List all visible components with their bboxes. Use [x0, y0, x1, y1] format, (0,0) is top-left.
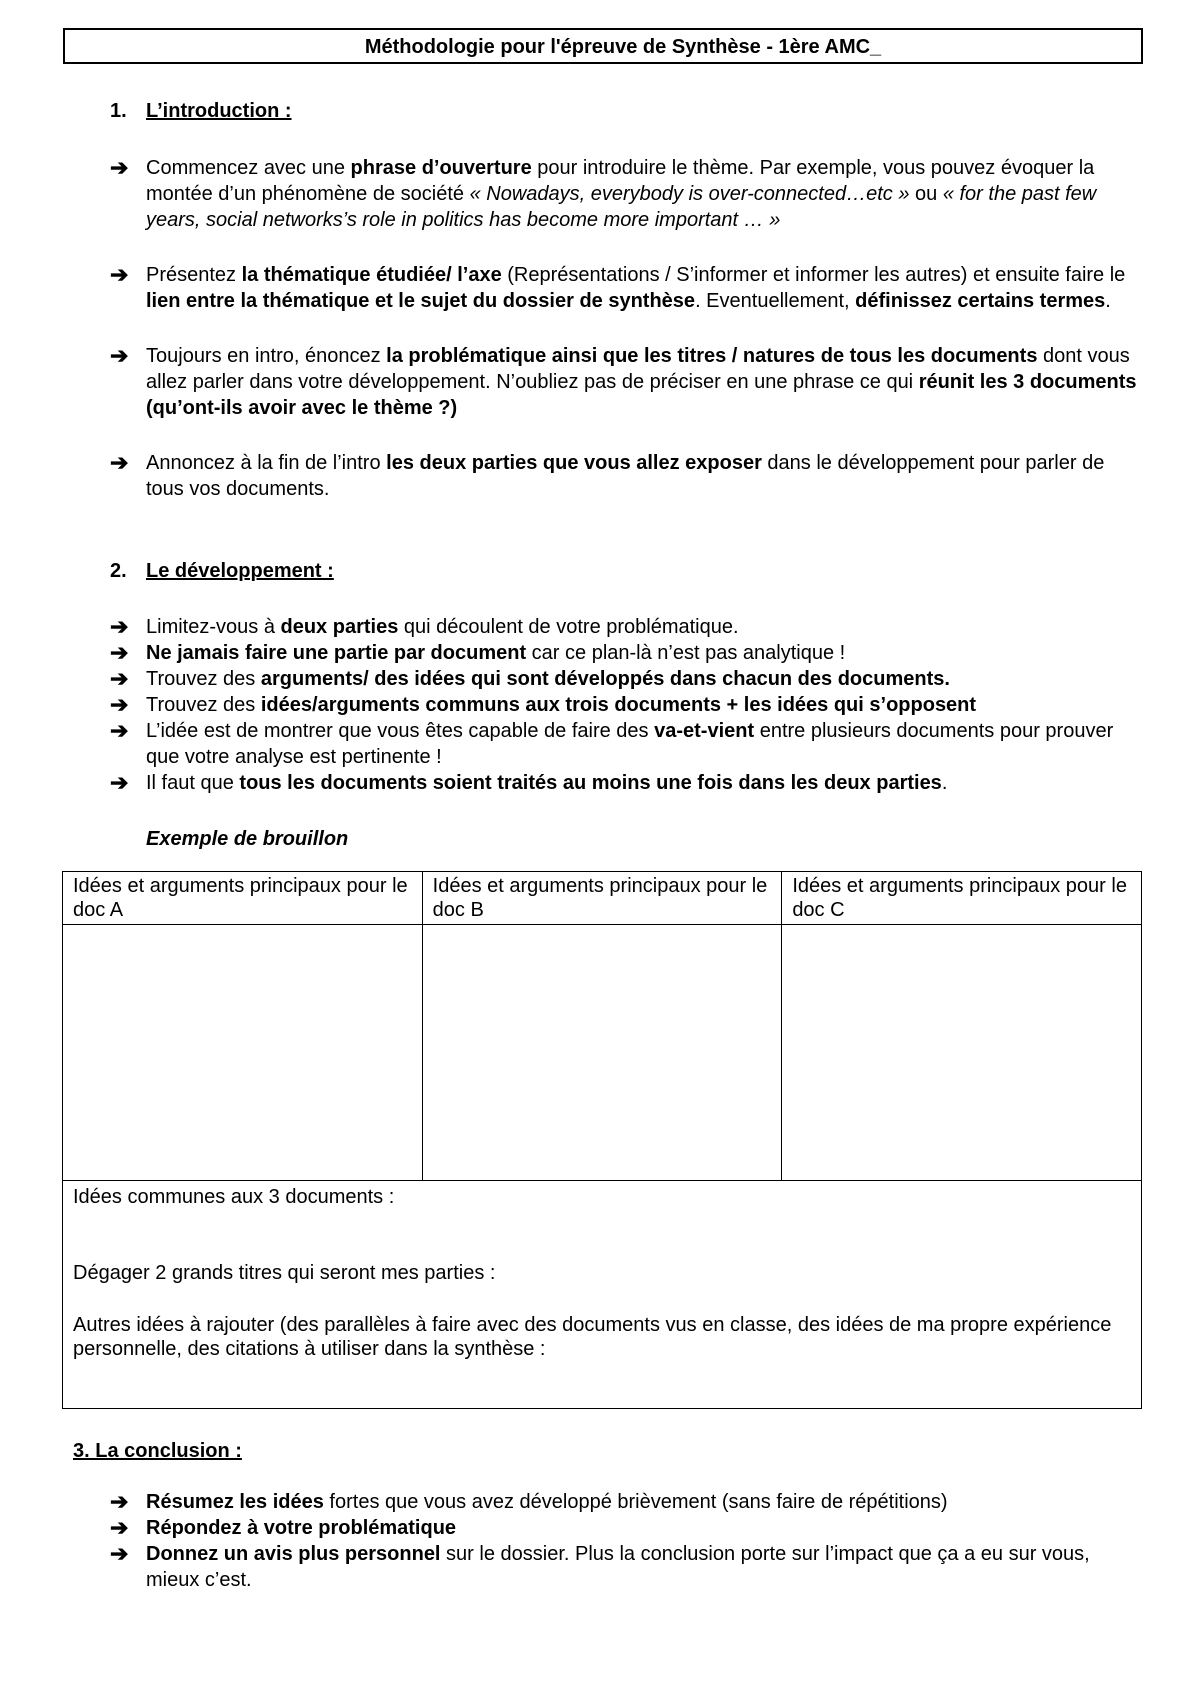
document-title: Méthodologie pour l'épreuve de Synthèse - 1ère AMC_ [364, 36, 882, 58]
text-run: réunit les 3 documents (qu’ont-ils avoir avec le thème ?) [146, 371, 1137, 419]
text-run: Trouvez des [146, 694, 261, 716]
text-run: Résumez les idées [146, 1491, 324, 1513]
section1-heading: L’introduction : [146, 100, 292, 122]
section3-heading: 3. La conclusion : [73, 1440, 242, 1462]
table-header-doc-b: Idées et arguments principaux pour le doc B [422, 872, 782, 925]
text-run: définissez certains termes [855, 290, 1106, 312]
text-run: entre plusieurs documents pour prouver que votre analyse est pertinente ! [146, 720, 1114, 768]
title-box [63, 28, 1143, 64]
arrow-right-icon: ➔ [110, 450, 129, 475]
text-run: Annoncez à la fin de l’intro [146, 452, 387, 474]
list-item [110, 1515, 1140, 1541]
arrow-right-icon: ➔ [110, 262, 129, 287]
list-item [110, 450, 1140, 502]
section2-number: 2. [110, 560, 127, 582]
text-run: la thématique étudiée/ l’axe [241, 264, 502, 286]
text-run: la problématique ainsi que les titres / natures de tous les documents [386, 345, 1038, 367]
arrow-right-icon: ➔ [110, 1489, 129, 1514]
text-run: . [941, 772, 948, 794]
common-ideas-label: Idées communes aux 3 documents : [73, 1186, 395, 1208]
text-run: les deux parties que vous allez exposer [386, 452, 762, 474]
arrow-right-icon: ➔ [110, 155, 129, 180]
text-run: fortes que vous avez développé brièvement (sans faire de répétitions) [323, 1491, 948, 1513]
list-item [110, 155, 1140, 233]
arrow-right-icon: ➔ [110, 718, 129, 743]
text-run: . Eventuellement, [695, 290, 856, 312]
section3-list [110, 1489, 1140, 1593]
text-run: idées/arguments communs aux trois documents + les idées qui s’opposent [260, 694, 977, 716]
table-header-doc-a: Idées et arguments principaux pour le doc A [63, 872, 423, 925]
text-run: Il faut que [146, 772, 240, 794]
text-run: qui découlent de votre problématique. [398, 616, 739, 638]
text-run: Commencez avec une [146, 157, 351, 179]
list-item [110, 262, 1140, 314]
text-run: pour introduire le thème. Par exemple, vous pouvez évoquer la montée d’un phénomène de société [146, 157, 1095, 205]
table-cell-doc-c[interactable] [782, 925, 1142, 1181]
draft-table [62, 871, 1142, 1409]
table-header-doc-c: Idées et arguments principaux pour le doc C [782, 872, 1142, 925]
section2-heading: Le développement : [146, 560, 334, 582]
list-item [110, 614, 1140, 640]
list-item [110, 640, 1140, 666]
table-cell-doc-b[interactable] [422, 925, 782, 1181]
text-run: lien entre la thématique et le sujet du dossier de synthèse [146, 290, 696, 312]
list-item [110, 1489, 1140, 1515]
text-run: Limitez-vous à [146, 616, 281, 638]
arrow-right-icon: ➔ [110, 1541, 129, 1566]
arrow-right-icon: ➔ [110, 614, 129, 639]
text-run: car ce plan-là n’est pas analytique ! [526, 642, 846, 664]
arrow-right-icon: ➔ [110, 666, 129, 691]
text-run: (Représentations / S’informer et informer les autres) et ensuite faire le [501, 264, 1126, 286]
arrow-right-icon: ➔ [110, 343, 129, 368]
section2-list [110, 614, 1140, 796]
text-run: ou [909, 183, 943, 205]
list-item [110, 1541, 1140, 1593]
list-item [110, 692, 1140, 718]
text-run: dont vous allez parler dans votre développement. N’oubliez pas de préciser en une phrase ce qui [146, 345, 1130, 393]
text-run: sur le dossier. Plus la conclusion porte sur l’impact que ça a eu sur vous, mieux c’est. [146, 1543, 1090, 1591]
table-cell-doc-a[interactable] [63, 925, 423, 1181]
text-run: phrase d’ouverture [350, 157, 532, 179]
text-run: Donnez un avis plus personnel [146, 1543, 441, 1565]
example-label: Exemple de brouillon [146, 828, 349, 850]
text-run: Présentez [146, 264, 242, 286]
text-run: deux parties [280, 616, 399, 638]
list-item [110, 343, 1140, 421]
other-ideas-label: Autres idées à rajouter (des parallèles à faire avec des documents vus en classe, des idées de ma propre expérience personnelle, des citations à utiliser dans la synthèse : [73, 1314, 1112, 1360]
text-run: dans le développement pour parler de tous vos documents. [146, 452, 1105, 500]
text-run: Ne jamais faire une partie par document [146, 642, 527, 664]
text-run: Trouvez des [146, 668, 261, 690]
arrow-right-icon: ➔ [110, 640, 129, 665]
text-run: tous les documents soient traités au moins une fois dans les deux parties [239, 772, 942, 794]
arrow-right-icon: ➔ [110, 692, 129, 717]
text-run: Toujours en intro, énoncez [146, 345, 387, 367]
text-run: . [1105, 290, 1111, 312]
text-run: « for the past few years, social networks’s role in politics has become more important … » [146, 183, 1097, 231]
two-titles-label: Dégager 2 grands titres qui seront mes parties : [73, 1262, 496, 1284]
section1-number: 1. [110, 100, 127, 122]
text-run: va-et-vient [654, 720, 755, 742]
text-run: Répondez à votre problématique [146, 1517, 457, 1539]
list-item [110, 666, 1140, 692]
section1-list [110, 155, 1140, 502]
arrow-right-icon: ➔ [110, 770, 129, 795]
arrow-right-icon: ➔ [110, 1515, 129, 1540]
text-run: « Nowadays, everybody is over-connected…etc » [469, 183, 910, 205]
list-item [110, 718, 1140, 770]
list-item [110, 770, 1140, 796]
table-cell-common[interactable] [63, 1181, 1142, 1409]
text-run: L’idée est de montrer que vous êtes capable de faire des [146, 720, 655, 742]
text-run: arguments/ des idées qui sont développés dans chacun des documents. [260, 668, 950, 690]
